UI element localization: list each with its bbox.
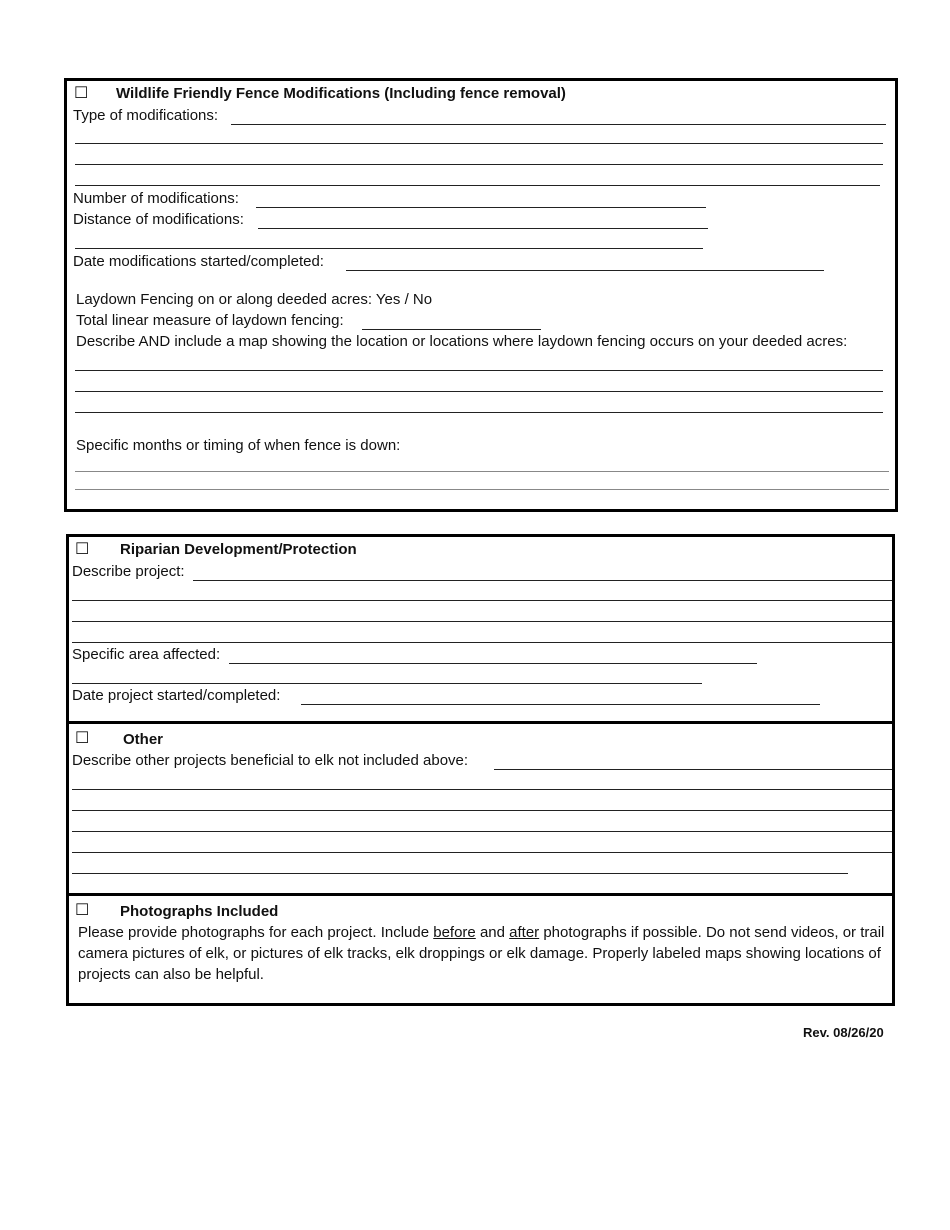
wildlife-fence-checkbox[interactable]: ☐: [74, 85, 89, 102]
distance-of-modifications-line[interactable]: [258, 228, 708, 229]
describe-other-line-1[interactable]: [494, 769, 892, 770]
describe-other-line-3[interactable]: [72, 810, 892, 811]
date-modifications-line[interactable]: [346, 270, 824, 271]
revision-date: Rev. 08/26/20: [803, 1025, 884, 1040]
specific-area-line[interactable]: [229, 663, 757, 664]
riparian-section: [69, 537, 892, 724]
type-line-2[interactable]: [75, 143, 883, 144]
describe-laydown-line-1[interactable]: [75, 370, 883, 371]
date-project-label: Date project started/completed:: [72, 687, 281, 704]
laydown-fencing-label: Laydown Fencing on or along deeded acres: Yes / No: [76, 291, 433, 308]
total-linear-measure-label: Total linear measure of laydown fencing:: [76, 312, 344, 329]
photographs-section: [69, 899, 892, 1003]
distance-line-2[interactable]: [75, 248, 703, 249]
type-of-modifications-line[interactable]: [231, 124, 886, 125]
describe-project-line-1[interactable]: [193, 580, 892, 581]
photographs-instructions: [78, 922, 886, 985]
specific-area-line-2[interactable]: [72, 683, 702, 684]
timing-label: Specific months or timing of when fence is down:: [76, 437, 401, 454]
describe-project-label: Describe project:: [72, 563, 185, 580]
type-line-4[interactable]: [75, 185, 880, 186]
photographs-text-c: photographs if possible. Do not send videos, or trail camera pictures of elk, or pictures of elk tracks, elk droppings or elk damage. Properly labeled maps showing locations of projects can also be helpful.: [78, 924, 885, 983]
describe-project-line-3[interactable]: [72, 621, 892, 622]
describe-other-line-4[interactable]: [72, 831, 892, 832]
photographs-title: Photographs Included: [120, 903, 279, 920]
timing-line-2[interactable]: [75, 489, 889, 490]
describe-project-line-4[interactable]: [72, 642, 892, 643]
describe-other-label: Describe other projects beneficial to elk not included above:: [72, 752, 469, 769]
describe-laydown-label: Describe AND include a map showing the location or locations where laydown fencing occurs on your deeded acres:: [76, 333, 848, 350]
describe-other-line-2[interactable]: [72, 789, 892, 790]
date-modifications-label: Date modifications started/completed:: [73, 253, 324, 270]
specific-area-label: Specific area affected:: [72, 646, 221, 663]
wildlife-fence-section: [64, 78, 898, 512]
after-text: after: [509, 924, 540, 941]
number-of-modifications-line[interactable]: [256, 207, 706, 208]
type-line-3[interactable]: [75, 164, 883, 165]
describe-laydown-line-2[interactable]: [75, 391, 883, 392]
projects-box: [66, 534, 895, 1006]
type-of-modifications-label: Type of modifications:: [73, 107, 219, 124]
date-project-line[interactable]: [301, 704, 820, 705]
describe-other-line-5[interactable]: [72, 852, 892, 853]
before-text: before: [433, 924, 476, 941]
wildlife-fence-title: Wildlife Friendly Fence Modifications (Including fence removal): [116, 85, 566, 102]
photographs-checkbox[interactable]: ☐: [75, 902, 90, 919]
describe-laydown-line-3[interactable]: [75, 412, 883, 413]
describe-other-line-6[interactable]: [72, 873, 848, 874]
distance-of-modifications-label: Distance of modifications:: [73, 211, 244, 228]
other-section: [69, 727, 892, 896]
riparian-title: Riparian Development/Protection: [120, 541, 357, 558]
photographs-text-a: Please provide photographs for each project. Include: [78, 924, 434, 941]
other-title: Other: [123, 731, 164, 748]
describe-project-line-2[interactable]: [72, 600, 892, 601]
timing-line-1[interactable]: [75, 471, 889, 472]
other-checkbox[interactable]: ☐: [75, 730, 90, 747]
riparian-checkbox[interactable]: ☐: [75, 541, 90, 558]
photographs-text-b: and: [475, 924, 510, 941]
total-linear-measure-line[interactable]: [362, 329, 541, 330]
number-of-modifications-label: Number of modifications:: [73, 190, 239, 207]
